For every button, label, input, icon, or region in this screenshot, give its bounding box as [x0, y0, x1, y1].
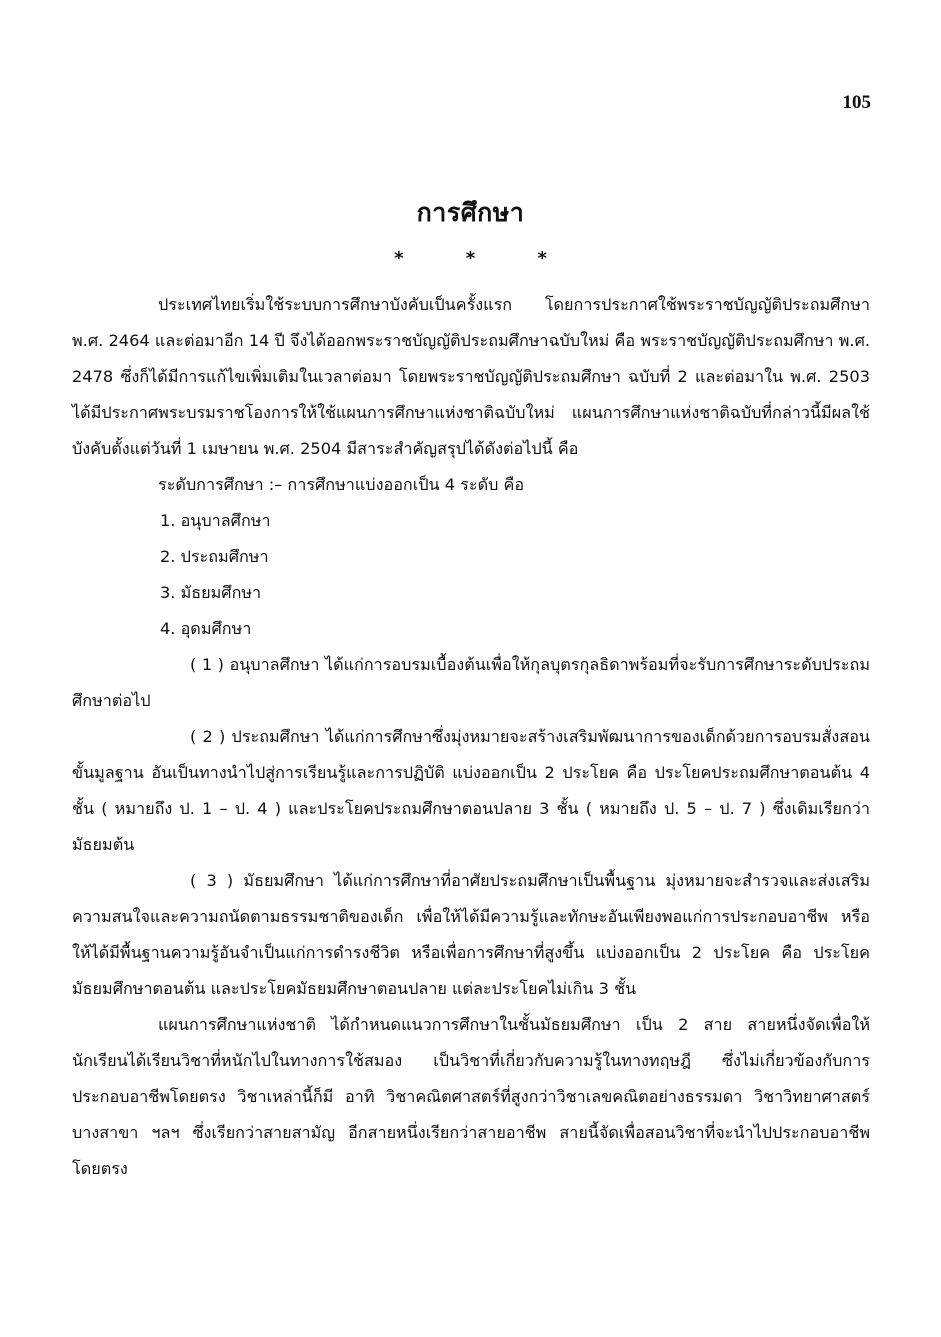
levels-intro: ระดับการศึกษา :– การศึกษาแบ่งออกเป็น 4 ระดับ คือ — [158, 475, 525, 494]
kindergarten-paragraph: ( 1 ) อนุบาลศึกษา ได้แก่การอบรมเบื้องต้นเพื่อให้กุลบุตรกุลธิดาพร้อมที่จะรับการศึกษาระดับประถมศึกษาต่อไป — [72, 655, 870, 710]
education-levels-list — [72, 503, 870, 647]
list-item-level-4: 4. อุดมศึกษา — [160, 619, 252, 638]
list-item-level-3: 3. มัธยมศึกษา — [160, 583, 262, 602]
list-item-level-2: 2. ประถมศึกษา — [160, 547, 269, 566]
secondary-paragraph: ( 3 ) มัธยมศึกษา ได้แก่การศึกษาที่อาศัยประถมศึกษาเป็นพื้นฐาน มุ่งหมายจะสำรวจและส่งเสริมความสนใจและความถนัดตามธรรมชาติของเด็ก เพื่อให้ได้มีความรู้และทักษะอันเพียงพอแก่การประกอบอาชีพ หรือให้ได้มีพื้นฐานความรู้อันจำเป็นแก่การดำรงชีวิต หรือเพื่อการศึกษาที่สูงขึ้น แบ่งออกเป็น 2 ประโยค คือ ประโยคมัธยมศึกษาตอนต้น และประโยคมัธยมศึกษาตอนปลาย แต่ละประโยคไม่เกิน 3 ชั้น — [72, 871, 870, 998]
document-body — [72, 287, 870, 1187]
page-title: การศึกษา — [416, 198, 525, 227]
streams-paragraph: แผนการศึกษาแห่งชาติ ได้กำหนดแนวการศึกษาในชั้นมัธยมศึกษา เป็น 2 สาย สายหนึ่งจัดเพื่อให้นักเรียนได้เรียนวิชาที่หนักไปในทางการใช้สมอง เป็นวิชาที่เกี่ยวกับความรู้ในทางทฤษฎี ซึ่งไม่เกี่ยวข้องกับการประกอบอาชีพโดยตรง วิชาเหล่านี้ก็มี อาทิ วิชาคณิตศาสตร์ที่สูงกว่าวิชาเลขคณิตอย่างธรรมดา วิชาวิทยาศาสตร์บางสาขา ฯลฯ ซึ่งเรียกว่าสายสามัญ อีกสายหนึ่งเรียกว่าสายอาชีพ สายนี้จัดเพื่อสอนวิชาที่จะนำไปประกอบอาชีพโดยตรง — [72, 1015, 870, 1178]
list-item-level-1: 1. อนุบาลศึกษา — [160, 511, 271, 530]
page-number: 105 — [842, 92, 871, 113]
section-ornament: * * * — [394, 248, 575, 269]
intro-paragraph: ประเทศไทยเริ่มใช้ระบบการศึกษาบังคับเป็นครั้งแรก โดยการประกาศใช้พระราชบัญญัติประถมศึกษา พ.ศ. 2464 และต่อมาอีก 14 ปี จึงได้ออกพระราชบัญญัติประถมศึกษาฉบับใหม่ คือ พระราชบัญญัติประถมศึกษา พ.ศ. 2478 ซึ่งก็ได้มีการแก้ไขเพิ่มเติมในเวลาต่อมา โดยพระราชบัญญัติประถมศึกษา ฉบับที่ 2 และต่อมาใน พ.ศ. 2503 ได้มีประกาศพระบรมราชโองการให้ใช้แผนการศึกษาแห่งชาติฉบับใหม่ แผนการศึกษาแห่งชาติฉบับที่กล่าวนี้มีผลใช้บังคับตั้งแต่วันที่ 1 เมษายน พ.ศ. 2504 มีสาระสำคัญสรุปได้ดังต่อไปนี้ คือ — [72, 295, 870, 458]
primary-paragraph: ( 2 ) ประถมศึกษา ได้แก่การศึกษาซึ่งมุ่งหมายจะสร้างเสริมพัฒนาการของเด็กด้วยการอบรมสั่งสอนขั้นมูลฐาน อันเป็นทางนำไปสู่การเรียนรู้และการปฏิบัติ แบ่งออกเป็น 2 ประโยค คือ ประโยคประถมศึกษาตอนต้น 4 ชั้น ( หมายถึง ป. 1 – ป. 4 ) และประโยคประถมศึกษาตอนปลาย 3 ชั้น ( หมายถึง ป. 5 – ป. 7 ) ซึ่งเดิมเรียกว่ามัธยมต้น — [72, 727, 870, 854]
